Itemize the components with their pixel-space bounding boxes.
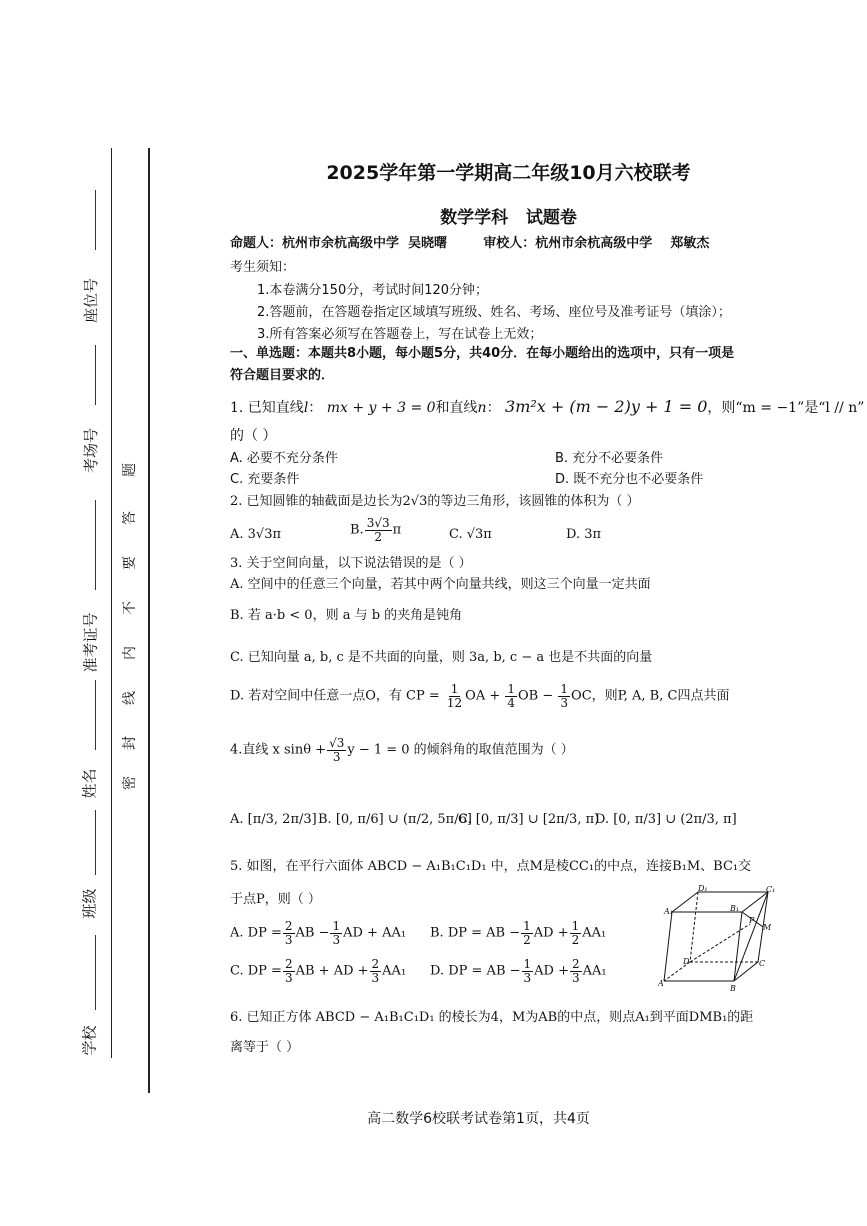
q4-option-c: C. [0, π/3] ∪ [2π/3, π) [458,812,600,827]
fig-label: C₁ [766,885,776,894]
q1-option-d: D. 既不充分也不必要条件 [555,472,704,487]
school-label: 学校 [80,1025,99,1056]
notice-item: 3.所有答案必须写在答题卷上，写在试卷上无效； [257,327,543,342]
notice-item: 2.答题前，在答题卷指定区域填写班级、姓名、考场、座位号及准考证号（填涂）； [257,305,731,320]
q5-option-d: D. DP = AB − $\frac{1}{3}$ AD + $\frac{2}{3}$ AA₁ [430,957,607,985]
authors-line: 命题人：杭州市余杭高级中学 吴晓曙 审校人：杭州市余杭高级中学 郑敏杰 [230,236,710,251]
name-rule [95,680,96,750]
seal-char: 线 [122,691,138,705]
notice-heading: 考生须知： [230,260,296,275]
q2-option-b: B. $\frac{3√3}{2}$ π [350,516,402,544]
q2-option-a: A. 3√3π [230,527,282,542]
q1-option-c: C. 充要条件 [230,472,300,487]
q3-option-b: B. 若 a·b < 0，则 a 与 b 的夹角是钝角 [230,608,463,623]
class-label: 班级 [80,888,99,919]
seal-char: 密 [122,776,138,790]
page-subtitle: 数学学科 试题卷 [440,208,577,228]
q2-option-d: D. 3π [566,527,602,542]
room-label: 考场号 [82,427,101,474]
seal-char: 答 [122,511,138,525]
fig-label: P [749,916,755,925]
q4-option-b: B. [0, π/6] ∪ (π/2, 5π/6] [318,812,472,827]
question-2-stem: 2. 已知圆锥的轴截面是边长为2√3的等边三角形，该圆锥的体积为（ ） [230,494,640,509]
fig-label: B [730,984,736,993]
q3-option-c: C. 已知向量 a, b, c 是不共面的向量，则 3a, b, c − a 也是不共面的向量 [230,650,653,665]
binding-line-left [111,148,112,1058]
notice-item: 1.本卷满分150分，考试时间120分钟； [257,283,489,298]
ticket-label: 准考证号 [81,612,100,673]
fig-label: D [683,957,690,966]
fig-label: M [763,923,772,932]
fig-label: A₁ [664,907,673,916]
q4-option-d: D. [0, π/3] ∪ (2π/3, π] [595,812,737,827]
q1-option-a: A. 必要不充分条件 [230,451,338,466]
name-label: 姓名 [80,768,99,799]
question-5-stem: 5. 如图，在平行六面体 ABCD − A₁B₁C₁D₁ 中，点M是棱CC₁的中点，连接B₁M、BC₁交 [230,859,752,874]
q1-option-b: B. 充分不必要条件 [555,451,664,466]
room-rule [95,345,96,405]
school-rule [95,935,96,1010]
q2-option-c: C. √3π [449,527,492,542]
question-6-stem-cont: 离等于（ ） [230,1040,300,1055]
parallelepiped-figure [658,884,783,994]
fig-label: C [759,959,766,968]
section-heading: 一、单选题：本题共8小题，每小题5分，共40分．在每小题给出的选项中，只有一项是 [230,346,735,361]
question-3-stem: 3. 关于空间向量，以下说法错误的是（ ） [230,556,472,571]
class-rule [95,810,96,875]
q5-option-b: B. DP = AB − $\frac{1}{2}$ AD + $\frac{1}{2}$ AA₁ [430,919,607,947]
question-6-stem: 6. 已知正方体 ABCD − A₁B₁C₁D₁ 的棱长为4，M为AB的中点，则点A₁到平面DMB₁的距 [230,1010,754,1025]
seat-label: 座位号 [82,277,101,324]
q3-option-a: A. 空间中的任意三个向量，若其中两个向量共线，则这三个向量一定共面 [230,577,651,592]
seal-char: 内 [122,646,138,660]
q4-option-a: A. [π/3, 2π/3] [230,812,317,827]
page-title: 2025学年第一学期高二年级10月六校联考 [326,162,691,184]
q3-option-d: D. 若对空间中任意一点O，有 CP = $\frac{1}{12}$ OA + $\frac{1}{4}$ OB − $\frac{1}{3}$ OC，则P, A, B, C四点共面 [230,682,730,710]
q5-option-c: C. DP = $\frac{2}{3}$ AB + AD + $\frac{2}{3}$ AA₁ [230,957,407,985]
question-1-stem: 1. 已知直线l： mx + y + 3 = 0和直线n： 3m²x + (m − 2)y + 1 = 0，则“m = −1”是“l // n” [230,397,865,416]
seal-char: 要 [122,556,138,570]
q5-option-a: A. DP = $\frac{2}{3}$ AB − $\frac{1}{3}$ AD + AA₁ [230,919,407,947]
ticket-rule [95,500,96,590]
question-5-stem-cont: 于点P，则（ ） [230,892,321,907]
seal-char: 题 [122,463,138,477]
seal-char: 不 [122,601,138,615]
section-heading-cont: 符合题目要求的． [230,368,335,383]
page-footer: 高二数学6校联考试卷第1页，共4页 [367,1111,590,1127]
fig-label: B₁ [730,904,740,913]
question-1-stem-cont: 的（ ） [230,428,277,444]
fig-label: D₁ [698,884,708,893]
question-4-stem: 4.直线 x sinθ + $\frac{√3}{3}$ y − 1 = 0 的倾斜角的取值范围为（ ） [230,736,574,764]
fig-label: A [658,979,664,988]
seal-char: 封 [122,736,138,750]
binding-line-right [148,148,150,1093]
